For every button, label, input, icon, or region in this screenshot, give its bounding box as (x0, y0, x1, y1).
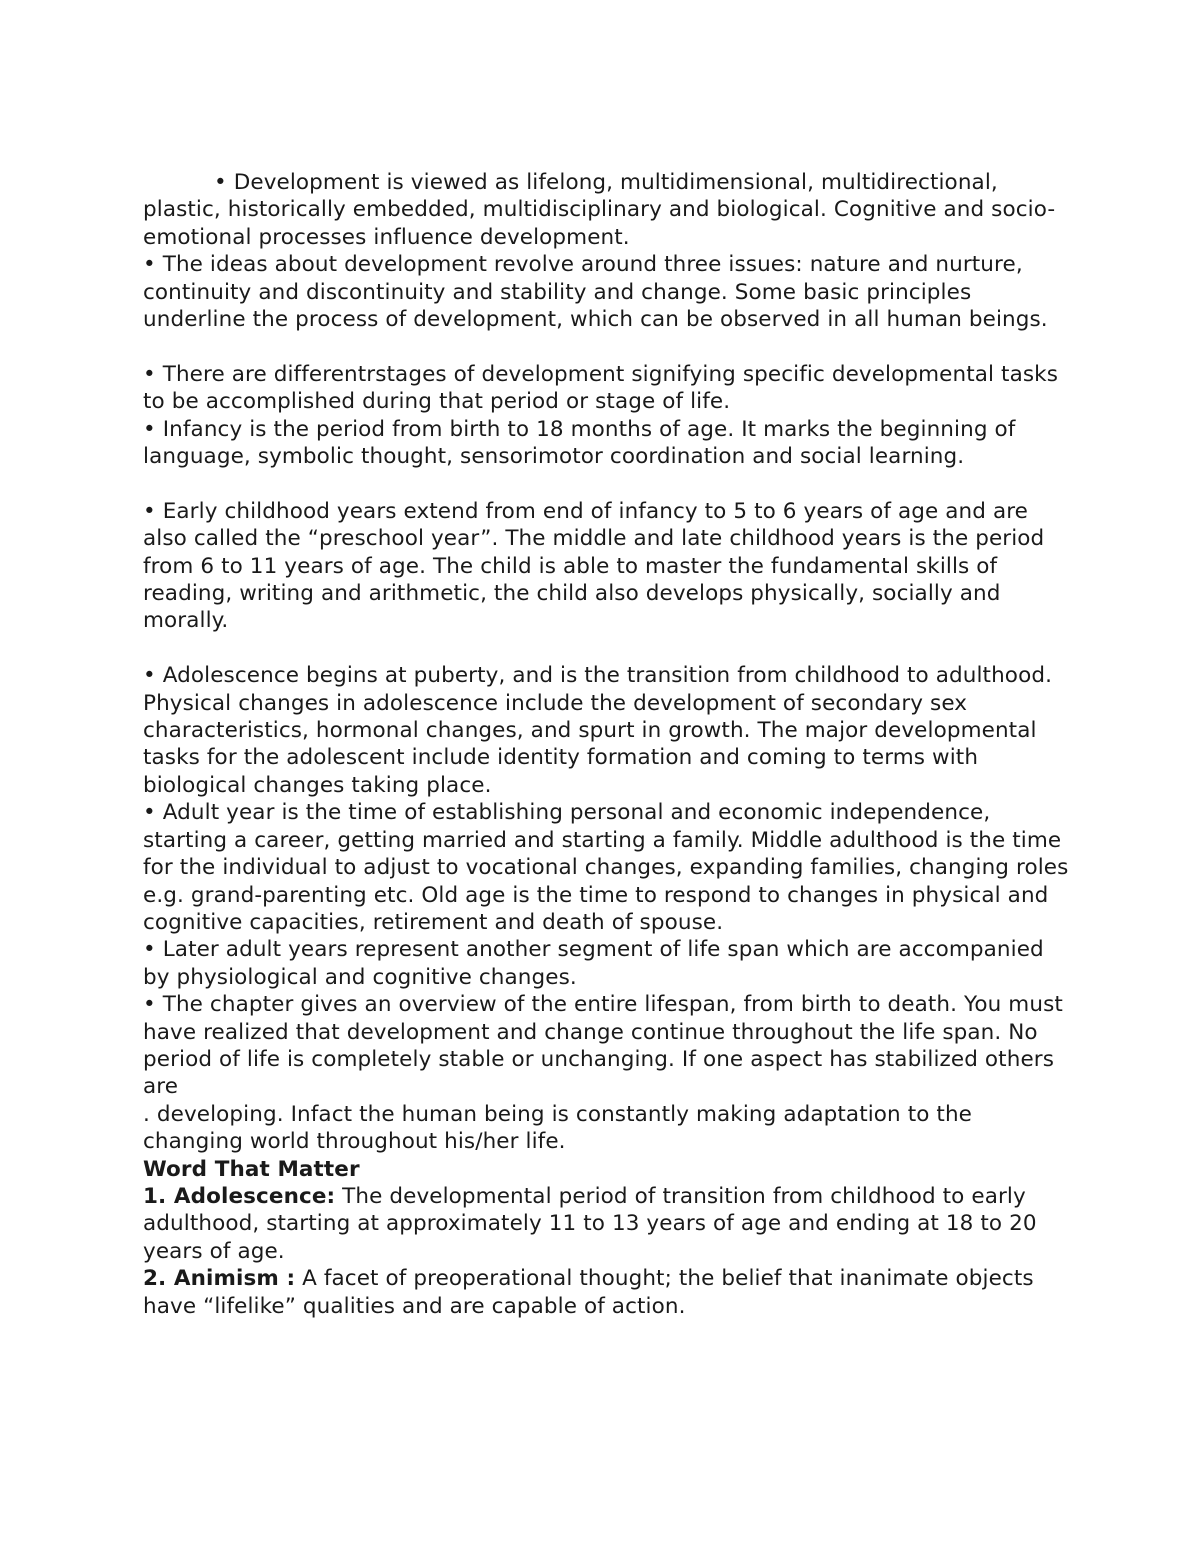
paragraph-development-overview: • Development is viewed as lifelong, multidimensional, multidirectional, plastic, historically embedded, multidisciplinary and biological. Cognitive and socio-emotional processes influence development. (143, 170, 1056, 250)
paragraph-development-issues: • The ideas about development revolve around three issues: nature and nurture, continuity and discontinuity and stability and change. Some basic principles underline the process of development, which can be observed in all human beings. (143, 252, 1048, 333)
paragraph-developing: . developing. Infact the human being is constantly making adaptation to the changing world throughout his/her life. (143, 1101, 973, 1155)
glossary-definition: A facet of preoperational thought; the belief that inanimate objects have “lifelike” qualities and are capable of action. (143, 1266, 1034, 1319)
paragraph-later-adult: • Later adult years represent another segment of life span which are accompanied by physiological and cognitive changes. (143, 937, 1044, 990)
paragraph-adulthood: • Adult year is the time of establishing personal and economic independence, starting a career, getting married and starting a family. Middle adulthood is the time for the individual to adjust to vocational changes, expanding families, changing roles e.g. grand-parenting etc. Old age is the time to respond to changes in physical and cognitive capacities, retirement and death of spouse. (143, 800, 1069, 935)
document-page (143, 169, 1073, 1320)
paragraph-childhood: • Early childhood years extend from end of infancy to 5 to 6 years of age and are also called the “preschool year”. The middle and late childhood years is the period from 6 to 11 years of age. The child is able to master the fundamental skills of reading, writing and arithmetic, the child also develops physically, socially and morally. (143, 498, 1045, 634)
paragraph-spacer (143, 470, 1073, 497)
paragraph-stages: • There are differentrstages of development signifying specific developmental tasks to be accomplished during that period or stage of life. (143, 361, 1059, 415)
glossary-item (143, 1265, 1073, 1320)
paragraph-spacer (143, 333, 1073, 360)
paragraph-infancy: • Infancy is the period from birth to 18 months of age. It marks the beginning of language, symbolic thought, sensorimotor coordination and social learning. (143, 416, 1016, 470)
glossary-term: 1. Adolescence: (143, 1183, 336, 1209)
glossary-heading: Word That Matter (143, 1156, 360, 1182)
paragraph-chapter-overview: • The chapter gives an overview of the entire lifespan, from birth to death. You must have realized that development and change continue throughout the life span. No period of life is completely stable or unchanging. If one aspect has stabilized others are (143, 992, 1063, 1100)
paragraph-spacer (143, 635, 1073, 662)
paragraph-adolescence: • Adolescence begins at puberty, and is the transition from childhood to adulthood. Physical changes in adolescence include the development of secondary sex characteristics, hormonal changes, and spurt in growth. The major developmental tasks for the adolescent include identity formation and coming to terms with biological changes taking place. (143, 663, 1053, 798)
glossary-definition: The developmental period of transition from childhood to early adulthood, starting at approximately 11 to 13 years of age and ending at 18 to 20 years of age. (143, 1183, 1037, 1264)
glossary-term: 2. Animism : (143, 1266, 296, 1292)
glossary-item (143, 1183, 1073, 1265)
